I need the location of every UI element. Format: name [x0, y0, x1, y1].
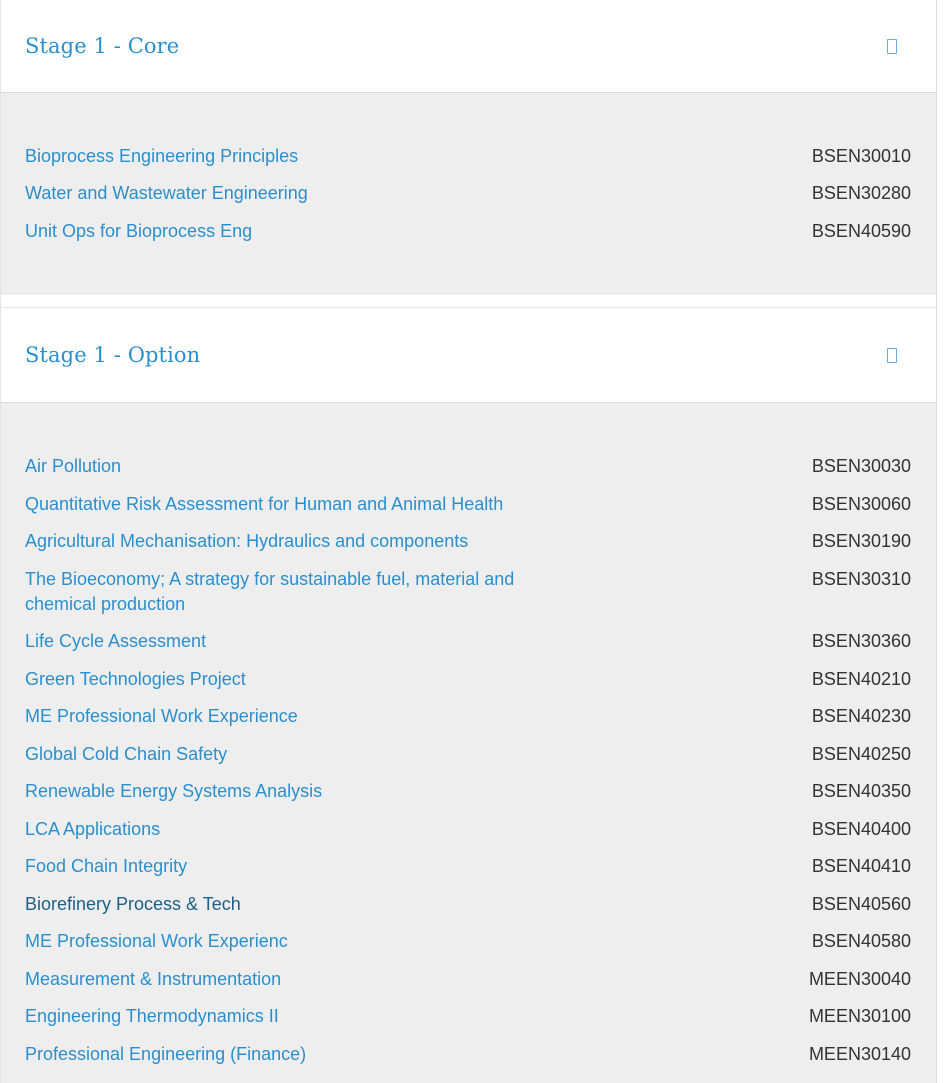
module-code: BSEN30280: [811, 183, 911, 203]
module-row: [25, 219, 911, 244]
module-link[interactable]: Water and Wastewater Engineering: [25, 183, 308, 203]
module-code: BSEN30010: [811, 146, 911, 166]
module-link[interactable]: Agricultural Mechanisation: Hydraulics and components: [25, 531, 469, 551]
section-option: [0, 307, 937, 1083]
section-header[interactable]: [1, 0, 936, 93]
module-row: [25, 1042, 911, 1067]
square-outline-icon[interactable]: [887, 39, 897, 54]
module-code: BSEN40560: [811, 894, 911, 914]
module-row: [25, 629, 911, 654]
module-code: MEEN30100: [808, 1006, 911, 1026]
module-row: [25, 454, 911, 479]
module-row: [25, 704, 911, 729]
module-code: BSEN30310: [811, 569, 911, 589]
module-row: [25, 779, 911, 804]
module-row: [25, 181, 911, 206]
module-code: BSEN40230: [811, 706, 911, 726]
module-code: BSEN30060: [811, 494, 911, 514]
module-code: BSEN40250: [811, 744, 911, 764]
module-row: [25, 892, 911, 917]
module-row: [25, 492, 911, 517]
module-code: MEEN30140: [808, 1044, 911, 1064]
module-row: [25, 967, 911, 992]
section-header[interactable]: [1, 307, 936, 403]
module-link[interactable]: The Bioeconomy; A strategy for sustainable fuel, material and chemical production: [25, 569, 515, 614]
module-link[interactable]: ME Professional Work Experience: [25, 706, 298, 726]
module-link[interactable]: ME Professional Work Experienc: [25, 931, 288, 951]
module-link[interactable]: Food Chain Integrity: [25, 856, 188, 876]
module-code: BSEN40210: [811, 669, 911, 689]
module-link[interactable]: Engineering Thermodynamics II: [25, 1006, 279, 1026]
module-link[interactable]: Unit Ops for Bioprocess Eng: [25, 221, 253, 241]
module-row: [25, 742, 911, 767]
module-code: BSEN40590: [811, 221, 911, 241]
module-link[interactable]: Biorefinery Process & Tech: [25, 894, 241, 914]
module-code: MEEN30040: [808, 969, 911, 989]
module-code: BSEN40350: [811, 781, 911, 801]
section-title: Stage 1 - Core: [25, 34, 180, 58]
square-outline-icon[interactable]: [887, 348, 897, 363]
section-title: Stage 1 - Option: [25, 343, 201, 367]
module-code: BSEN40400: [811, 819, 911, 839]
module-link[interactable]: Professional Engineering (Finance): [25, 1044, 307, 1064]
module-code: BSEN30360: [811, 631, 911, 651]
module-row: [25, 667, 911, 692]
module-link[interactable]: Measurement & Instrumentation: [25, 969, 282, 989]
module-code: BSEN30190: [811, 531, 911, 551]
module-link[interactable]: Global Cold Chain Safety: [25, 744, 228, 764]
module-row: [25, 817, 911, 842]
section-body: [1, 93, 936, 295]
module-row: [25, 1004, 911, 1029]
module-link[interactable]: LCA Applications: [25, 819, 161, 839]
module-link[interactable]: Green Technologies Project: [25, 669, 246, 689]
module-link[interactable]: Quantitative Risk Assessment for Human and Animal Health: [25, 494, 504, 514]
module-row: [25, 929, 911, 954]
module-code: BSEN40580: [811, 931, 911, 951]
module-link[interactable]: Bioprocess Engineering Principles: [25, 146, 299, 166]
module-code: BSEN30030: [811, 456, 911, 476]
section-gap: [0, 295, 937, 307]
module-link[interactable]: Air Pollution: [25, 456, 122, 476]
module-link[interactable]: Renewable Energy Systems Analysis: [25, 781, 323, 801]
module-code: BSEN40410: [811, 856, 911, 876]
module-link[interactable]: Life Cycle Assessment: [25, 631, 207, 651]
module-row: [25, 854, 911, 879]
module-row: [25, 567, 911, 617]
module-row: [25, 144, 911, 169]
section-core: [0, 0, 937, 295]
module-row: [25, 529, 911, 554]
section-body: [1, 403, 936, 1083]
